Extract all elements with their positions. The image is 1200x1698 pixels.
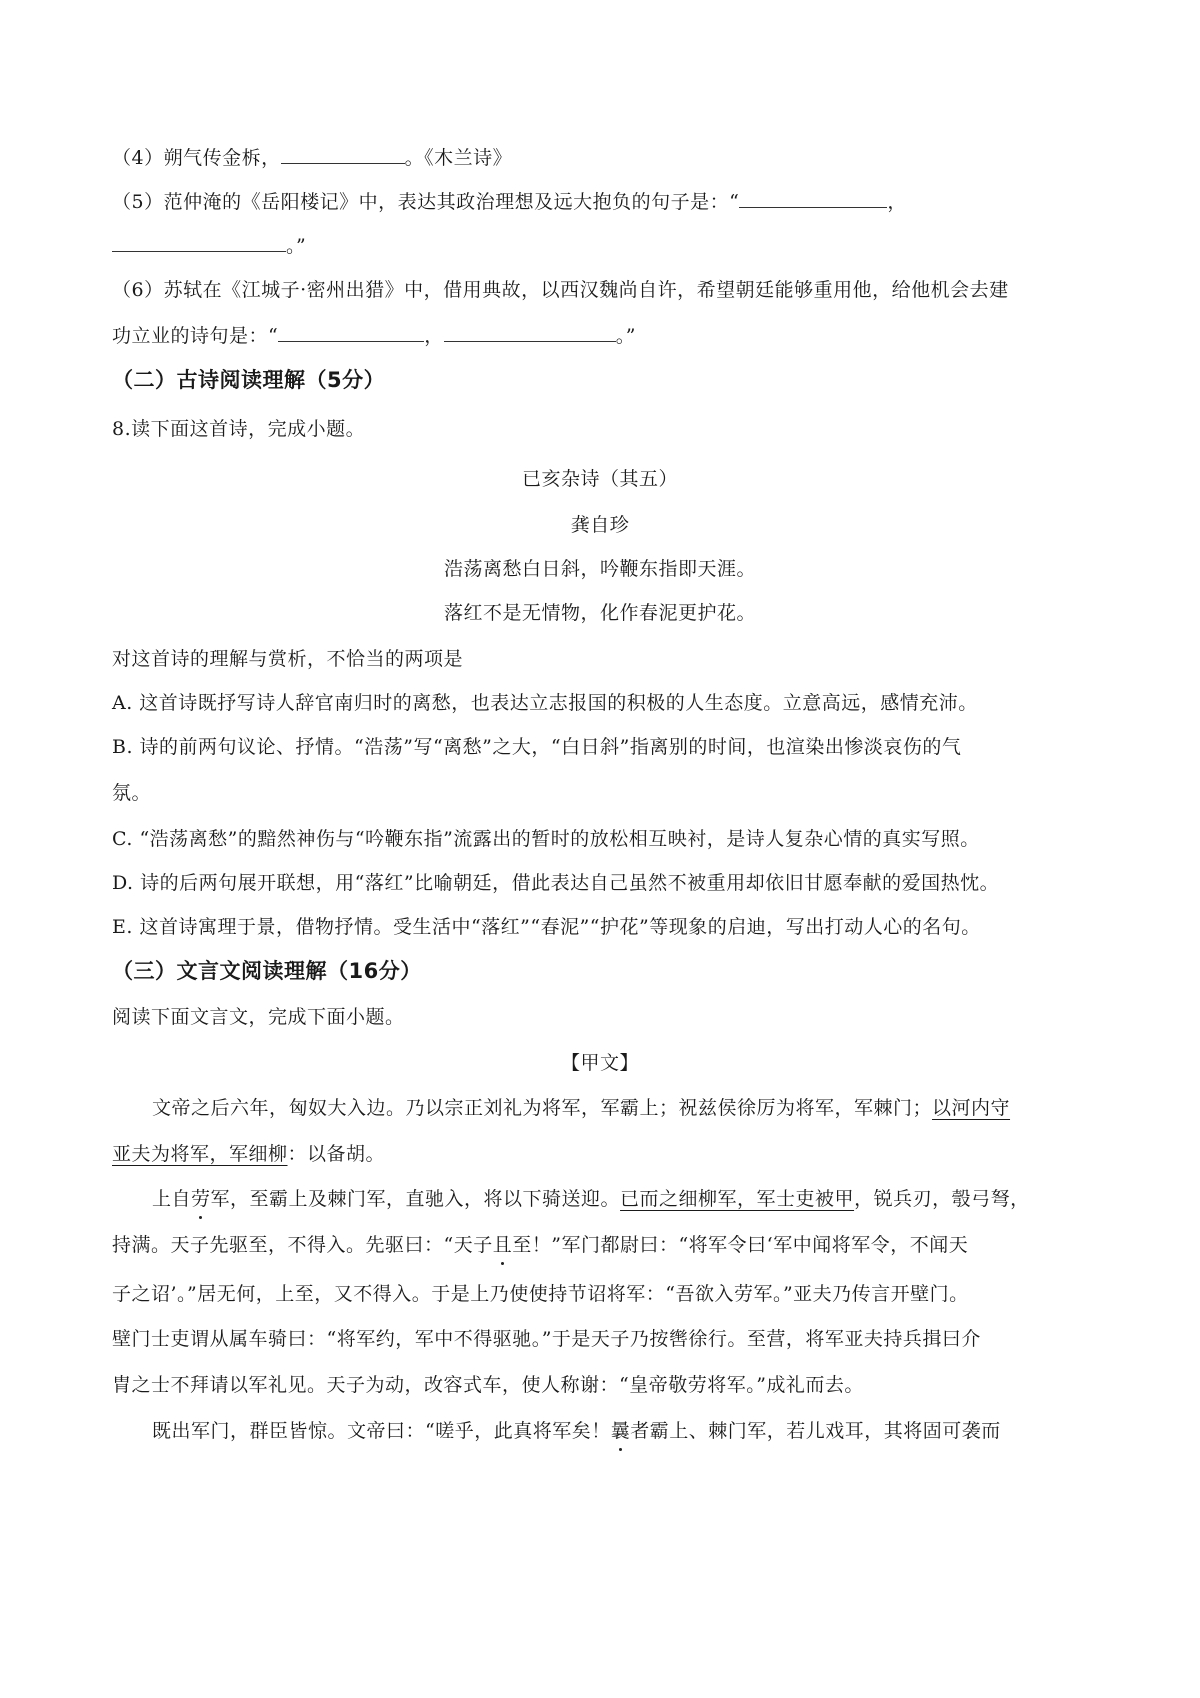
passage-p2-line-1 — [152, 1186, 1030, 1212]
passage-text: 既出军门，群臣皆惊。文帝曰：“嗟乎，此真将军矣！ — [152, 1420, 611, 1442]
passage-text: 至！”军门都尉曰：“将军令曰‘军中闻将军令，不闻天 — [512, 1234, 969, 1256]
passage-p2-line-3: 子之诏’。”居无何，上至，又不得入。于是上乃使使持节诏将军：“吾欲入劳军。”亚夫乃传言开壁门。 — [112, 1283, 969, 1305]
item-6-line-1: （6）苏轼在《江城子·密州出猎》中，借用典故，以西汉魏尚自许，希望朝廷能够重用他，给他机会去建 — [112, 279, 1009, 301]
passage-text: 上自 — [152, 1188, 192, 1210]
section-2-heading: （二）古诗阅读理解（5分） — [112, 368, 386, 392]
underlined-sentence: 以河内守 — [932, 1097, 1011, 1119]
passage-p1-line-1 — [152, 1095, 1010, 1121]
item-4-prefix: （4）朔气传金柝， — [112, 147, 281, 169]
item-6-suffix: 。” — [615, 325, 636, 347]
passage-text: 文帝之后六年，匈奴大入边。乃以宗正刘礼为将军，军霸上；祝兹侯徐厉为将军，军棘门； — [152, 1097, 933, 1119]
item-5-suffix: 。” — [286, 235, 307, 257]
poem-author: 龚自珍 — [570, 514, 630, 536]
poem-line-1: 浩荡离愁白日斜，吟鞭东指即天涯。 — [443, 558, 756, 580]
section-3-heading: （三）文言文阅读理解（16分） — [112, 959, 422, 983]
dotted-character: 且 — [492, 1234, 513, 1256]
answer-blank[interactable] — [278, 323, 424, 342]
passage-p2-line-5: 胄之士不拜请以军礼见。天子为动，改容式车，使人称谢：“皇帝敬劳将军。”成礼而去。 — [112, 1374, 864, 1396]
item-5-line-1 — [112, 189, 907, 215]
item-6-line-2 — [112, 323, 636, 349]
option-b-line-2: 氛。 — [112, 782, 152, 804]
underlined-sentence: 已而之细柳军，军士吏被甲 — [620, 1188, 855, 1210]
passage-text: 持满。天子先驱至，不得入。先驱曰：“天子 — [112, 1234, 493, 1256]
item-6-prefix: 功立业的诗句是：“ — [112, 325, 279, 347]
passage-text: ：以备胡。 — [287, 1143, 386, 1165]
passage-p1-line-2 — [112, 1141, 385, 1167]
item-6-comma: ， — [424, 325, 444, 347]
option-d: D. 诗的后两句展开联想，用“落红”比喻朝廷，借此表达自己虽然不被重用却依旧甘愿奉献的爱国热忱。 — [112, 872, 1000, 894]
section-3-intro: 阅读下面文言文，完成下面小题。 — [112, 1006, 405, 1028]
dotted-character: 劳 — [191, 1188, 211, 1210]
item-5-line-2 — [112, 233, 306, 259]
option-e: E. 这首诗寓理于景，借物抒情。受生活中“落红”“春泥”“护花”等现象的启迪，写出打动人心的名句。 — [112, 916, 981, 938]
item-4 — [112, 145, 512, 171]
passage-text: 者霸上、棘门军，若儿戏耳，其将固可袭而 — [630, 1420, 1001, 1442]
passage-p2-line-2 — [112, 1232, 968, 1258]
option-c: C. “浩荡离愁”的黯然神伤与“吟鞭东指”流露出的暂时的放松相互映衬，是诗人复杂心情的真实写照。 — [112, 828, 980, 850]
answer-blank[interactable] — [739, 189, 887, 208]
underlined-sentence: 亚夫为将军，军细柳 — [112, 1143, 288, 1165]
passage-p2-line-4: 壁门士吏谓从属车骑曰：“将军约，军中不得驱驰。”于是天子乃按辔徐行。至营，将军亚夫持兵揖曰介 — [112, 1328, 981, 1350]
answer-blank[interactable] — [281, 145, 405, 164]
passage-text: ，锐兵刃，彀弓弩， — [854, 1188, 1030, 1210]
poem-title: 已亥杂诗（其五） — [521, 468, 678, 490]
passage-p3-line-1 — [152, 1418, 1001, 1444]
poem-line-2: 落红不是无情物，化作春泥更护花。 — [443, 602, 756, 624]
question-prompt: 对这首诗的理解与赏析，不恰当的两项是 — [112, 648, 464, 670]
option-b-line-1: B. 诗的前两句议论、抒情。“浩荡”写“离愁”之大，“白日斜”指离别的时间，也渲染出惨淡哀伤的气 — [112, 736, 962, 758]
answer-blank[interactable] — [444, 323, 616, 342]
option-a: A. 这首诗既抒写诗人辞官南归时的离愁，也表达立志报国的积极的人生态度。立意高远，感情充沛。 — [112, 692, 978, 714]
question-8: 8.读下面这首诗，完成小题。 — [112, 418, 366, 440]
dotted-character: 曩 — [610, 1420, 631, 1442]
item-4-suffix: 。《木兰诗》 — [404, 147, 513, 169]
passage-subtitle: 【甲文】 — [560, 1052, 639, 1074]
item-5-prefix: （5）范仲淹的《岳阳楼记》中，表达其政治理想及远大抱负的句子是：“ — [112, 191, 740, 213]
passage-text: 军，至霸上及棘门军，直驰入，将以下骑送迎。 — [210, 1188, 621, 1210]
item-5-comma: ， — [887, 191, 907, 213]
answer-blank[interactable] — [112, 233, 286, 252]
